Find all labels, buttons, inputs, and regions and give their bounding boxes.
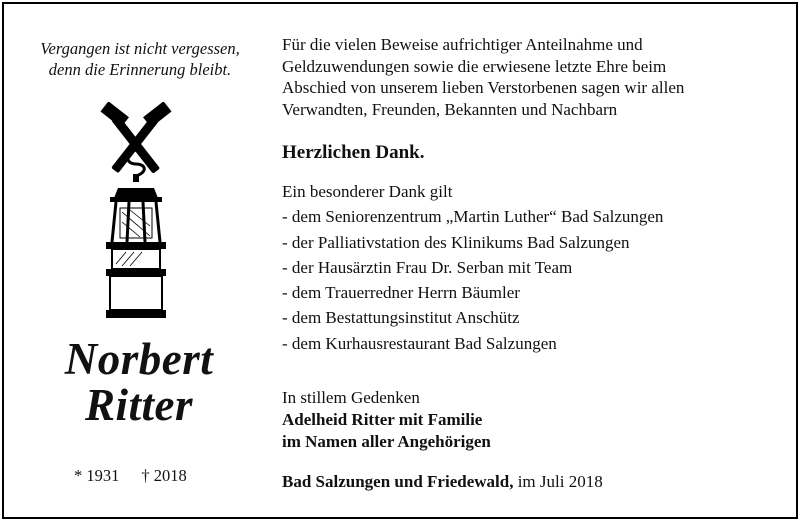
intro-line: Abschied von unserem lieben Verstorbenen sagen wir allen (282, 78, 685, 97)
obituary-notice (2, 2, 798, 519)
list-item: - der Palliativstation des Klinikums Bad Salzungen (282, 232, 630, 252)
family-line: Adelheid Ritter mit Familie (282, 410, 483, 429)
special-heading: Ein besonderer Dank gilt (282, 182, 453, 201)
motto-line: Vergangen ist nicht vergessen, (40, 39, 240, 58)
first-name: Norbert (64, 334, 214, 384)
motto (10, 38, 270, 80)
list-item: - dem Seniorenzentrum „Martin Luther“ Bad Salzungen (282, 207, 664, 227)
special-thanks (282, 179, 663, 356)
intro-line: Für die vielen Beweise aufrichtiger Anteilnahme und (282, 35, 643, 54)
list-item: - der Hausärztin Frau Dr. Serban mit Team (282, 257, 573, 277)
closing-line: In stillem Gedenken (282, 388, 420, 407)
relatives-line: im Namen aller Angehörigen (282, 432, 491, 451)
last-name: Ritter (84, 380, 193, 430)
closing-block (282, 387, 491, 453)
birth-year: * 1931 (74, 466, 120, 485)
miners-emblem-icon (96, 102, 176, 322)
thanks-heading: Herzlichen Dank. (282, 142, 425, 163)
date: im Juli 2018 (513, 472, 603, 491)
thank-you-intro (282, 34, 790, 120)
list-item: - dem Trauerredner Herrn Bäumler (282, 283, 520, 303)
list-item: - dem Kurhausrestaurant Bad Salzungen (282, 333, 557, 353)
life-dates (74, 466, 187, 486)
death-year: † 2018 (141, 466, 187, 485)
intro-line: Geldzuwendungen sowie die erwiesene letzte Ehre beim (282, 56, 667, 76)
intro-line: Verwandten, Freunden, Bekannten und Nachbarn (282, 99, 618, 119)
deceased-name (22, 336, 256, 428)
place: Bad Salzungen und Friedewald, (282, 472, 514, 491)
motto-line: denn die Erinnerung bleibt. (48, 60, 232, 79)
place-and-date (282, 471, 603, 493)
list-item: - dem Bestattungsinstitut Anschütz (282, 308, 520, 328)
